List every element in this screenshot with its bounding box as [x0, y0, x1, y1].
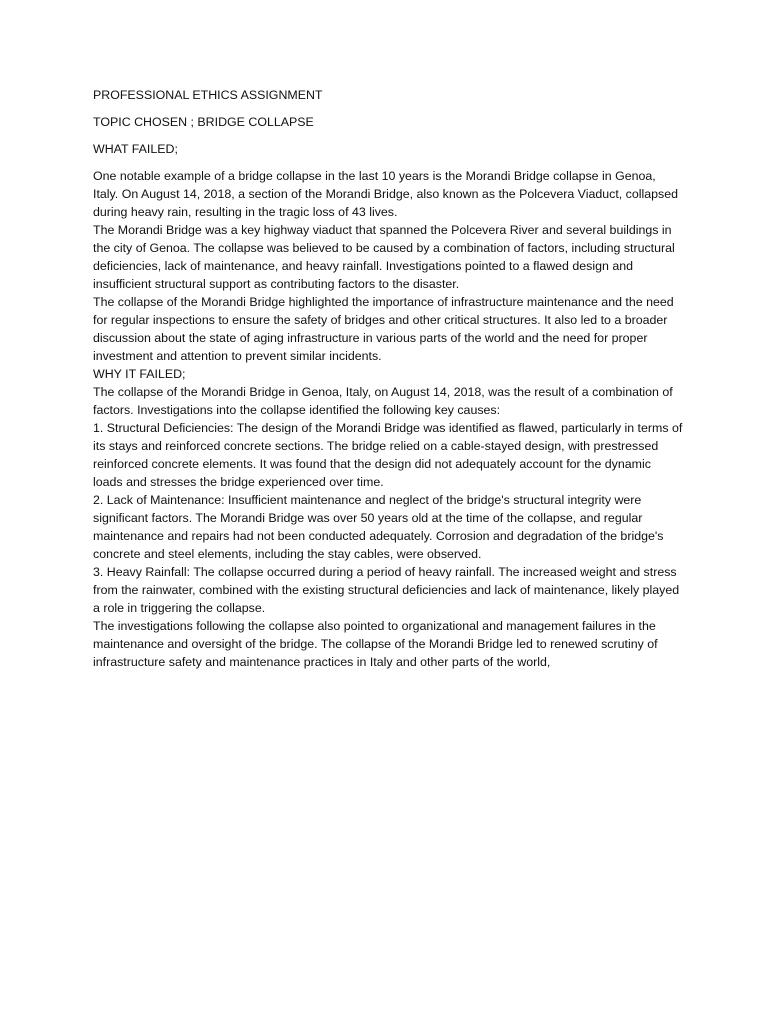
- what-failed-paragraph-1: One notable example of a bridge collapse in the last 10 years is the Morandi Bridge collapse in Genoa, Italy. On August 14, 2018, a section of the Morandi Bridge, also known as the Polcevera Viaduct, collapsed during heavy rain, resulting in the tragic loss of 43 lives.: [93, 169, 679, 219]
- closing-paragraph: The investigations following the collapse also pointed to organizational and management failures in the maintenance and oversight of the bridge. The collapse of the Morandi Bridge led to renewed scrutiny of infrastructure safety and maintenance practices in Italy and other parts of the world,: [93, 619, 658, 669]
- cause-lack-of-maintenance: 2. Lack of Maintenance: Insufficient maintenance and neglect of the bridge's structural integrity were significant factors. The Morandi Bridge was over 50 years old at the time of the collapse, and regular maintenance and repairs had not been conducted adequately. Corrosion and degradation of the bridge's concrete and steel elements, including the stay cables, were observed.: [93, 493, 664, 561]
- what-failed-heading: WHAT FAILED;: [93, 142, 178, 156]
- topic-line: TOPIC CHOSEN ; BRIDGE COLLAPSE: [93, 115, 314, 129]
- what-failed-paragraph-3: The collapse of the Morandi Bridge highlighted the importance of infrastructure maintenance and the need for regular inspections to ensure the safety of bridges and other critical structures. It also led to a broader discussion about the state of aging infrastructure in various parts of the world and the need for proper investment and attention to prevent similar incidents.: [93, 295, 674, 363]
- cause-structural-deficiencies: 1. Structural Deficiencies: The design of the Morandi Bridge was identified as flawed, particularly in terms of its stays and reinforced concrete sections. The bridge relied on a cable-stayed design, with prestressed reinforced concrete elements. It was found that the design did not adequately account for the dynamic loads and stresses the bridge experienced over time.: [93, 421, 683, 489]
- cause-heavy-rainfall: 3. Heavy Rainfall: The collapse occurred during a period of heavy rainfall. The increased weight and stress from the rainwater, combined with the existing structural deficiencies and lack of maintenance, likely played a role in triggering the collapse.: [93, 565, 680, 615]
- what-failed-paragraph-2: The Morandi Bridge was a key highway viaduct that spanned the Polcevera River and several buildings in the city of Genoa. The collapse was believed to be caused by a combination of factors, including structural deficiencies, lack of maintenance, and heavy rainfall. Investigations pointed to a flawed design and insufficient structural support as contributing factors to the disaster.: [93, 223, 675, 291]
- why-failed-heading: WHY IT FAILED;: [93, 367, 186, 381]
- why-failed-intro: The collapse of the Morandi Bridge in Genoa, Italy, on August 14, 2018, was the result of a combination of factors. Investigations into the collapse identified the following key causes:: [93, 385, 673, 417]
- assignment-title: PROFESSIONAL ETHICS ASSIGNMENT: [93, 88, 323, 102]
- document-body: [93, 86, 683, 671]
